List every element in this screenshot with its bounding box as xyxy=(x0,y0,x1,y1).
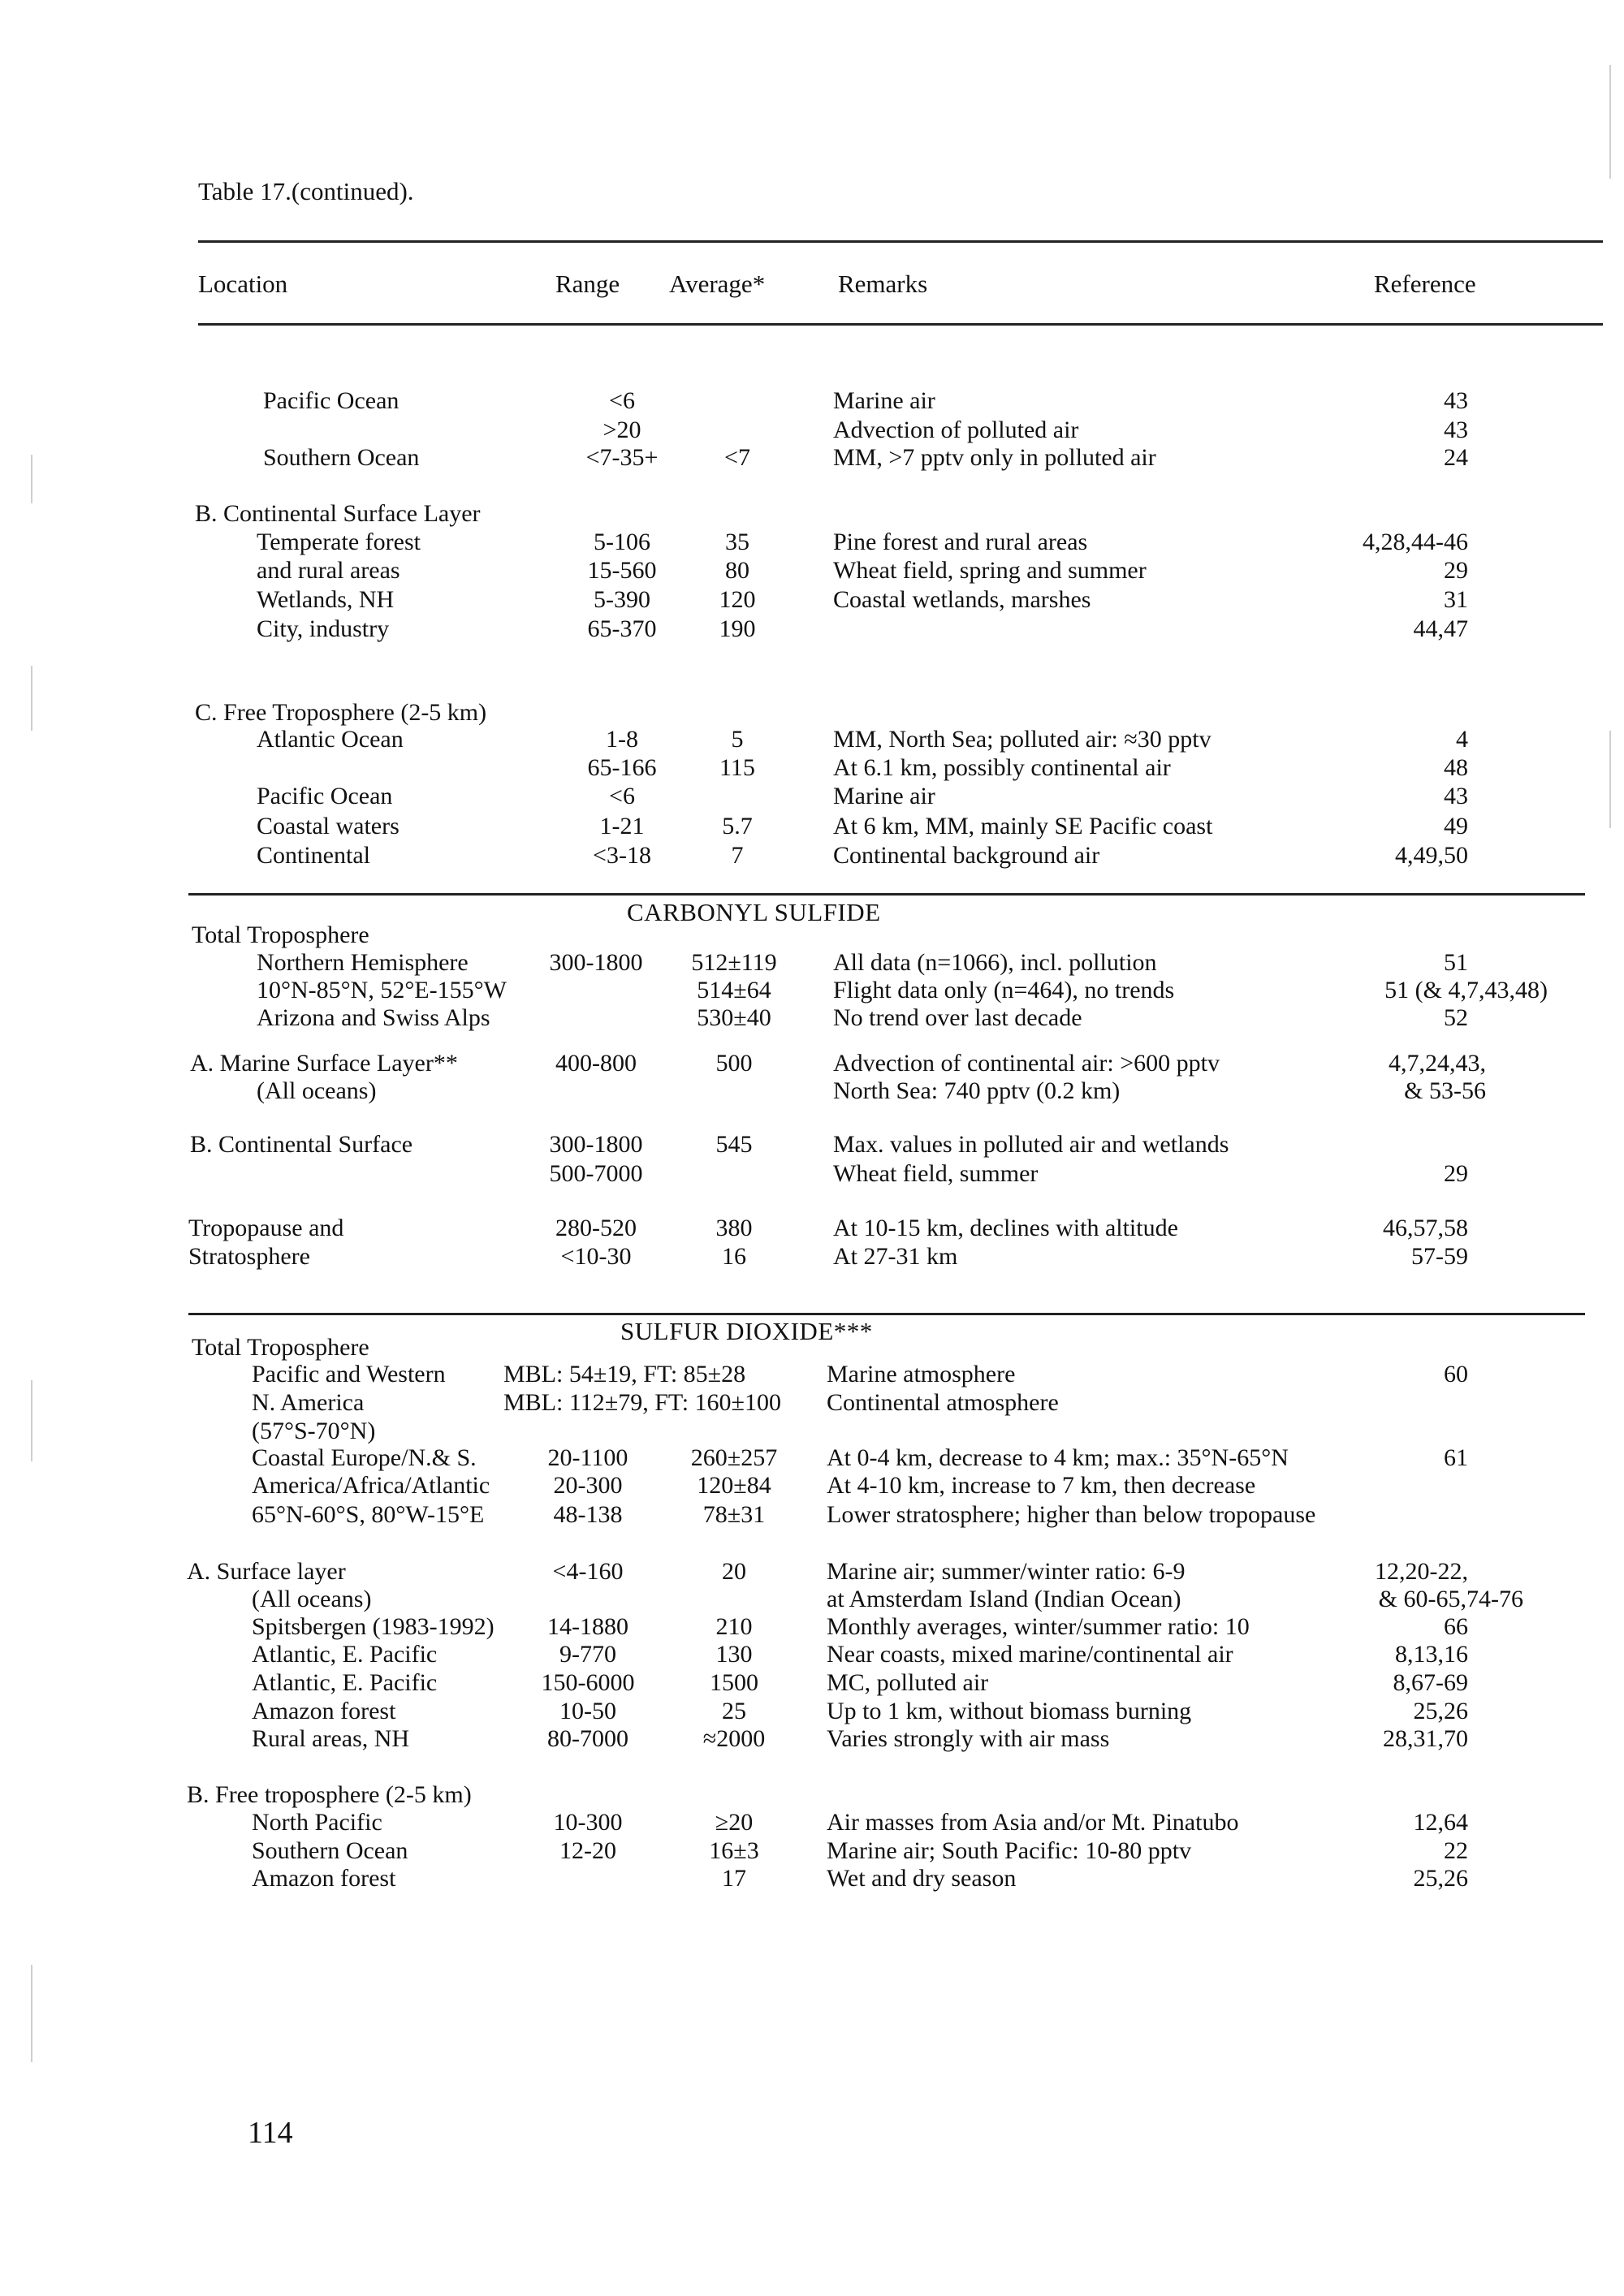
cell-average: 512±119 xyxy=(691,949,777,976)
cell-remarks: Marine air; summer/winter ratio: 6-9 xyxy=(827,1558,1186,1585)
cell-reference: 4 xyxy=(1456,726,1468,753)
cell-remarks: Pine forest and rural areas xyxy=(833,529,1088,555)
table-row xyxy=(0,725,1624,754)
table-row xyxy=(0,753,1624,783)
cell-remarks: Up to 1 km, without biomass burning xyxy=(827,1698,1192,1724)
cell-location: Southern Ocean xyxy=(252,1837,408,1864)
table-row xyxy=(0,443,1624,473)
cell-range: >20 xyxy=(603,416,641,443)
cell-location: Atlantic, E. Pacific xyxy=(252,1641,438,1668)
cell-reference: 51 xyxy=(1444,949,1468,976)
table-row xyxy=(0,698,1624,727)
table-row xyxy=(0,1697,1624,1726)
table-row xyxy=(0,1077,1624,1106)
cell-location: Amazon forest xyxy=(252,1698,396,1724)
cell-location: North Pacific xyxy=(252,1809,382,1836)
table-row xyxy=(0,1159,1624,1189)
cell-range: 5-390 xyxy=(594,586,650,613)
table-row xyxy=(0,1500,1624,1530)
cell-average: 78±31 xyxy=(702,1501,766,1528)
cell-range: <3-18 xyxy=(593,842,651,869)
cell-average: 16 xyxy=(722,1243,746,1270)
cell-average: 16±3 xyxy=(709,1837,759,1864)
cell-remarks: North Sea: 740 pptv (0.2 km) xyxy=(833,1077,1121,1104)
cell-location: Rural areas, NH xyxy=(252,1725,410,1752)
table-row xyxy=(0,585,1624,615)
cell-reference: 46,57,58 xyxy=(1383,1215,1468,1241)
cell-location: (57°S-70°N) xyxy=(252,1418,376,1444)
cell-range: <6 xyxy=(609,783,635,809)
cell-remarks: At 27-31 km xyxy=(833,1243,958,1270)
cell-remarks: Marine air xyxy=(833,387,935,414)
cell-average: 500 xyxy=(715,1050,753,1077)
cell-range: 80-7000 xyxy=(547,1725,628,1752)
table-row xyxy=(0,841,1624,870)
table-row xyxy=(0,1242,1624,1271)
cell-average: 1500 xyxy=(710,1669,758,1696)
cell-range: 14-1880 xyxy=(547,1613,628,1640)
cell-reference: 57-59 xyxy=(1411,1243,1468,1270)
cell-range: <4-160 xyxy=(552,1558,624,1585)
cell-remarks: At 6.1 km, possibly continental air xyxy=(833,754,1171,781)
header-reference: Reference xyxy=(1374,270,1476,298)
cell-location: Northern Hemisphere xyxy=(257,949,469,976)
cell-reference: 60 xyxy=(1444,1361,1468,1388)
table-row xyxy=(0,1049,1624,1078)
table-caption: Table 17.(continued). xyxy=(198,177,414,205)
cell-average: 80 xyxy=(725,557,749,584)
cell-remarks: Max. values in polluted air and wetlands xyxy=(833,1131,1229,1158)
table-row xyxy=(0,1130,1624,1159)
table-row xyxy=(0,386,1624,416)
table-row xyxy=(0,1388,1624,1418)
header-range: Range xyxy=(555,270,620,298)
table-row xyxy=(0,1471,1624,1500)
cell-range: MBL: 112±79, FT: 160±100 xyxy=(503,1389,782,1416)
cell-range: 65-166 xyxy=(587,754,657,781)
cell-reference: 43 xyxy=(1444,783,1468,809)
cell-average: 130 xyxy=(715,1641,753,1668)
table-row xyxy=(0,1808,1624,1837)
table-row xyxy=(0,1557,1624,1586)
cell-location: America/Africa/Atlantic xyxy=(252,1472,490,1499)
table-row xyxy=(0,1444,1624,1473)
cell-average: 120±84 xyxy=(697,1472,771,1499)
cell-location: Amazon forest xyxy=(252,1865,396,1892)
cell-location: Coastal waters xyxy=(257,813,400,839)
cell-range: MBL: 54±19, FT: 85±28 xyxy=(503,1361,746,1388)
cell-range: 500-7000 xyxy=(549,1160,643,1187)
cell-location: Stratosphere xyxy=(188,1243,310,1270)
cell-location: C. Free Troposphere (2-5 km) xyxy=(195,699,487,726)
cell-average: 115 xyxy=(719,754,755,781)
table-row xyxy=(0,499,1624,529)
scan-margin-mark xyxy=(1609,65,1611,179)
cell-location: B. Free troposphere (2-5 km) xyxy=(187,1781,472,1808)
cell-reference: 25,26 xyxy=(1413,1865,1468,1892)
table-row xyxy=(0,1417,1624,1446)
cell-remarks: At 6 km, MM, mainly SE Pacific coast xyxy=(833,813,1213,839)
cell-remarks: Varies strongly with air mass xyxy=(827,1725,1110,1752)
cell-location: (All oceans) xyxy=(257,1077,377,1104)
header-average: Average* xyxy=(669,270,766,298)
cell-remarks: Marine air; South Pacific: 10-80 pptv xyxy=(827,1837,1192,1864)
cell-average: ≥20 xyxy=(715,1809,754,1836)
cell-average: 20 xyxy=(722,1558,746,1585)
cell-reference: 8,67-69 xyxy=(1393,1669,1468,1696)
table-row xyxy=(0,1640,1624,1669)
cell-reference: 61 xyxy=(1444,1444,1468,1471)
table-row xyxy=(0,1612,1624,1642)
cell-average: 210 xyxy=(715,1613,753,1640)
cell-location: Temperate forest xyxy=(257,529,421,555)
cell-location: Continental xyxy=(257,842,370,869)
cell-location: A. Surface layer xyxy=(187,1558,346,1585)
cell-location: Tropopause and xyxy=(188,1215,344,1241)
cell-range: 12-20 xyxy=(559,1837,616,1864)
cell-remarks: MC, polluted air xyxy=(827,1669,989,1696)
cell-reference: 44,47 xyxy=(1413,615,1468,642)
cell-location: B. Continental Surface xyxy=(190,1131,413,1158)
cell-reference: 22 xyxy=(1444,1837,1468,1864)
cell-range: 5-106 xyxy=(594,529,650,555)
cell-location: 10°N-85°N, 52°E-155°W xyxy=(257,977,507,1003)
cell-reference: 4,49,50 xyxy=(1395,842,1468,869)
table-row xyxy=(0,416,1624,445)
table-row xyxy=(0,528,1624,557)
cell-range: 150-6000 xyxy=(541,1669,635,1696)
cell-remarks: at Amsterdam Island (Indian Ocean) xyxy=(827,1586,1181,1612)
page-number: 114 xyxy=(248,2116,293,2150)
cell-remarks: Coastal wetlands, marshes xyxy=(833,586,1091,613)
cell-average: 380 xyxy=(715,1215,753,1241)
cell-average: 514±64 xyxy=(697,977,771,1003)
cell-reference: 52 xyxy=(1444,1004,1468,1031)
cell-location: City, industry xyxy=(257,615,390,642)
cell-range: 300-1800 xyxy=(549,949,643,976)
table-row xyxy=(0,976,1624,1005)
cell-location: Arizona and Swiss Alps xyxy=(257,1004,490,1031)
cell-remarks: Continental atmosphere xyxy=(827,1389,1059,1416)
cell-range: 10-50 xyxy=(559,1698,616,1724)
table-row xyxy=(0,615,1624,644)
cell-reference: 12,64 xyxy=(1413,1809,1468,1836)
cell-remarks: MM, >7 pptv only in polluted air xyxy=(833,444,1156,471)
cell-range: <10-30 xyxy=(560,1243,632,1270)
cell-average: 17 xyxy=(722,1865,746,1892)
cell-remarks: Advection of polluted air xyxy=(833,416,1079,443)
cell-remarks: MM, North Sea; polluted air: ≈30 pptv xyxy=(833,726,1212,753)
cell-remarks: Marine atmosphere xyxy=(827,1361,1016,1388)
cell-location: Pacific Ocean xyxy=(263,387,400,414)
cell-remarks: Wet and dry season xyxy=(827,1865,1017,1892)
cell-remarks: Advection of continental air: >600 pptv xyxy=(833,1050,1220,1077)
cell-location: Total Troposphere xyxy=(192,1334,369,1361)
cell-remarks: At 4-10 km, increase to 7 km, then decrease xyxy=(827,1472,1256,1499)
cell-average: 530±40 xyxy=(697,1004,771,1031)
cell-range: 1-21 xyxy=(599,813,645,839)
table-row xyxy=(0,1003,1624,1033)
cell-reference: 12,20-22, xyxy=(1375,1558,1468,1585)
cell-location: B. Continental Surface Layer xyxy=(195,500,481,527)
table-row xyxy=(0,1360,1624,1389)
cell-remarks: At 10-15 km, declines with altitude xyxy=(833,1215,1178,1241)
cell-average: 190 xyxy=(719,615,756,642)
header-location: Location xyxy=(198,270,288,298)
cell-range: <6 xyxy=(609,387,635,414)
cell-remarks: Near coasts, mixed marine/continental air xyxy=(827,1641,1233,1668)
table-row xyxy=(0,1214,1624,1243)
cell-average: 35 xyxy=(725,529,749,555)
cell-reference: 24 xyxy=(1444,444,1468,471)
cell-range: 1-8 xyxy=(606,726,638,753)
cell-reference: 48 xyxy=(1444,754,1468,781)
cell-reference: 29 xyxy=(1444,557,1468,584)
cell-location: and rural areas xyxy=(257,557,400,584)
scan-margin-mark xyxy=(31,1965,32,2062)
header-remarks: Remarks xyxy=(838,270,928,298)
cell-reference: 43 xyxy=(1444,416,1468,443)
cell-range: 20-300 xyxy=(553,1472,623,1499)
cell-location: Coastal Europe/N.& S. xyxy=(252,1444,477,1471)
cell-location: Spitsbergen (1983-1992) xyxy=(252,1613,495,1640)
cell-remarks: Air masses from Asia and/or Mt. Pinatubo xyxy=(827,1809,1239,1836)
cell-location: Total Troposphere xyxy=(192,921,369,948)
cell-reference: 25,26 xyxy=(1413,1698,1468,1724)
cell-location: N. America xyxy=(252,1389,365,1416)
cell-reference: 51 (& 4,7,43,48) xyxy=(1384,977,1548,1003)
cell-location: 65°N-60°S, 80°W-15°E xyxy=(252,1501,485,1528)
cell-reference: 4,7,24,43, xyxy=(1389,1050,1486,1077)
cell-remarks: Wheat field, summer xyxy=(833,1160,1039,1187)
cell-reference: 29 xyxy=(1444,1160,1468,1187)
cell-location: Wetlands, NH xyxy=(257,586,395,613)
cell-reference: 4,28,44-46 xyxy=(1363,529,1468,555)
cell-average: 5 xyxy=(731,726,744,753)
cell-remarks: Lower stratosphere; higher than below tropopause xyxy=(827,1501,1316,1528)
cell-remarks: Flight data only (n=464), no trends xyxy=(833,977,1175,1003)
cell-range: 65-370 xyxy=(587,615,657,642)
table-row xyxy=(0,782,1624,811)
table-row xyxy=(0,1864,1624,1893)
cell-remarks: All data (n=1066), incl. pollution xyxy=(833,949,1157,976)
cell-remarks: Marine air xyxy=(833,783,935,809)
cell-reference: 28,31,70 xyxy=(1383,1725,1468,1752)
cell-average: 120 xyxy=(719,586,756,613)
cell-location: Atlantic Ocean xyxy=(257,726,404,753)
cell-location: Pacific and Western xyxy=(252,1361,446,1388)
cell-range: 400-800 xyxy=(555,1050,637,1077)
cell-range: 48-138 xyxy=(553,1501,623,1528)
cell-average: ≈2000 xyxy=(702,1725,766,1752)
cell-reference: 43 xyxy=(1444,387,1468,414)
cell-remarks: Continental background air xyxy=(833,842,1100,869)
cell-range: 10-300 xyxy=(553,1809,623,1836)
table-row xyxy=(0,556,1624,585)
cell-reference: & 60-65,74-76 xyxy=(1378,1586,1523,1612)
table-row xyxy=(0,1780,1624,1810)
cell-location: A. Marine Surface Layer** xyxy=(190,1050,458,1077)
cell-reference: 66 xyxy=(1444,1613,1468,1640)
section-rule-sulfur xyxy=(188,1313,1585,1315)
cell-average: 260±257 xyxy=(690,1444,778,1471)
cell-range: <7-35+ xyxy=(585,444,659,471)
table-row xyxy=(0,1724,1624,1754)
cell-range: 9-770 xyxy=(559,1641,616,1668)
table-row xyxy=(0,812,1624,841)
cell-remarks: At 0-4 km, decrease to 4 km; max.: 35°N-65°N xyxy=(827,1444,1289,1471)
cell-remarks: No trend over last decade xyxy=(833,1004,1082,1031)
cell-average: 545 xyxy=(715,1131,753,1158)
cell-average: 5.7 xyxy=(722,813,753,839)
cell-average: <7 xyxy=(724,444,750,471)
table-row xyxy=(0,1668,1624,1698)
header-rule xyxy=(198,323,1603,326)
section-title-sulfur-dioxide: SULFUR DIOXIDE*** xyxy=(620,1317,873,1345)
top-rule xyxy=(198,240,1603,243)
table-row xyxy=(0,1836,1624,1866)
cell-reference: & 53-56 xyxy=(1404,1077,1486,1104)
table-row xyxy=(0,948,1624,978)
cell-reference: 8,13,16 xyxy=(1395,1641,1468,1668)
cell-remarks: Wheat field, spring and summer xyxy=(833,557,1147,584)
cell-range: 280-520 xyxy=(555,1215,637,1241)
cell-range: 20-1100 xyxy=(547,1444,628,1471)
cell-location: Southern Ocean xyxy=(263,444,420,471)
cell-reference: 31 xyxy=(1444,586,1468,613)
section-title-carbonyl-sulfide: CARBONYL SULFIDE xyxy=(627,898,881,926)
cell-average: 25 xyxy=(722,1698,746,1724)
cell-range: 300-1800 xyxy=(549,1131,643,1158)
cell-reference: 49 xyxy=(1444,813,1468,839)
table-row xyxy=(0,1585,1624,1614)
section-rule-carbonyl xyxy=(188,893,1585,896)
cell-location: (All oceans) xyxy=(252,1586,372,1612)
cell-range: 15-560 xyxy=(587,557,657,584)
cell-location: Atlantic, E. Pacific xyxy=(252,1669,438,1696)
cell-location: Pacific Ocean xyxy=(257,783,393,809)
cell-remarks: Monthly averages, winter/summer ratio: 10 xyxy=(827,1613,1250,1640)
cell-average: 7 xyxy=(731,842,744,869)
